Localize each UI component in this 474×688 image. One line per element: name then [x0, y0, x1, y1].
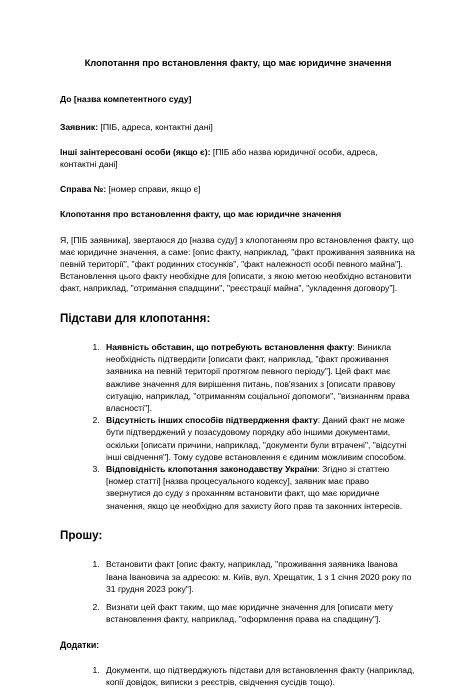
grounds-item-text: : Виникла необхідність підтвердити [описати факт, наприклад, "факт проживання заявника на певній території протягом певного періоду"]. Цей факт має важливе значення для вирішення питань, пов'язаних з [описати правову ситуацію, наприклад, "отриманням соціальної допомоги", "визнанням права власності"]. — [106, 342, 410, 414]
attachments-list — [60, 664, 416, 688]
grounds-item-text: : Даний факт не може бути підтверджений у позасудовому порядку або іншими документами, оскільки [описати причини, наприклад, "документи були втрачені", "відсутні інші свідчення"]. Тому судове встановлення є єдиним можливим способом. — [106, 415, 407, 462]
request-heading: Прошу: — [60, 528, 103, 542]
interested-persons-label: Інші заінтересовані особи (якщо є): — [60, 146, 211, 157]
list-item — [102, 341, 416, 414]
grounds-item-text: : Згідно зі статтею [номер статті] [назва процесуального кодексу], заявник має право звернутися до суду з проханням встановити факт, що має юридичне значення, якщо це необхідно для захисту його прав та законних інтересів. — [106, 464, 403, 511]
list-item — [102, 414, 416, 463]
intro-paragraph: Я, [ПІБ заявника], звертаюся до [назва суду] з клопотанням про встановлення факту, що має юридичне значення, а саме: [опис факту, наприклад, "факт проживання заявника на певній території", "факт родинних стосунків", "факт належності особі певного майна"]. Встановлення цього факту необхідне для [описати, з якою метою необхідно встановити факт, наприклад, "отримання спадщини", "реєстрації майна", "укладення договору"]. — [60, 234, 415, 294]
grounds-heading: Підстави для клопотання: — [60, 311, 211, 325]
attachments-heading: Додатки: — [60, 640, 100, 651]
case-number-value: [номер справи, якщо є] — [106, 184, 201, 195]
list-item: 1. Встановити факт [опис факту, наприклад, "проживання заявника Іванова Івана Івановича за адресою: м. Київ, вул. Хрещатик, 1 з 1 січня 2020 року по 31 грудня 2023 року"]. — [102, 558, 416, 595]
case-number-label: Справа №: — [60, 184, 107, 195]
grounds-list — [60, 341, 416, 512]
grounds-item-label: Наявність обставин, що потребують встановлення факту — [106, 342, 353, 353]
interested-persons-line — [60, 146, 416, 170]
applicant-line — [60, 121, 416, 133]
applicant-label: Заявник: — [60, 121, 99, 132]
document-subtitle: Клопотання про встановлення факту, що має юридичне значення — [60, 209, 342, 220]
grounds-item-label: Відповідність клопотання законодавству України — [106, 464, 318, 475]
list-item — [102, 463, 416, 512]
document-title: Клопотання про встановлення факту, що має юридичне значення — [84, 57, 392, 68]
interested-persons-value: [ПІБ або назва юридичної особи, адреса, контактні дані] — [60, 146, 378, 169]
request-list — [60, 558, 416, 625]
grounds-item-label: Відсутність інших способів підтвердження факту — [106, 415, 318, 426]
applicant-value: [ПІБ, адреса, контактні дані] — [98, 121, 213, 132]
list-item: 1. Документи, що підтверджують підстави для встановлення факту (наприклад, копії довідок, виписки з реєстрів, свідчення сусідів тощо). — [102, 664, 416, 688]
case-number-line — [60, 183, 416, 195]
court-addressee: До [назва компетентного суду] — [60, 94, 192, 105]
list-item: 2. Визнати цей факт таким, що має юридичне значення для [описати мету встановлення факту, наприклад, "оформлення права на спадщину"]. — [102, 601, 416, 625]
